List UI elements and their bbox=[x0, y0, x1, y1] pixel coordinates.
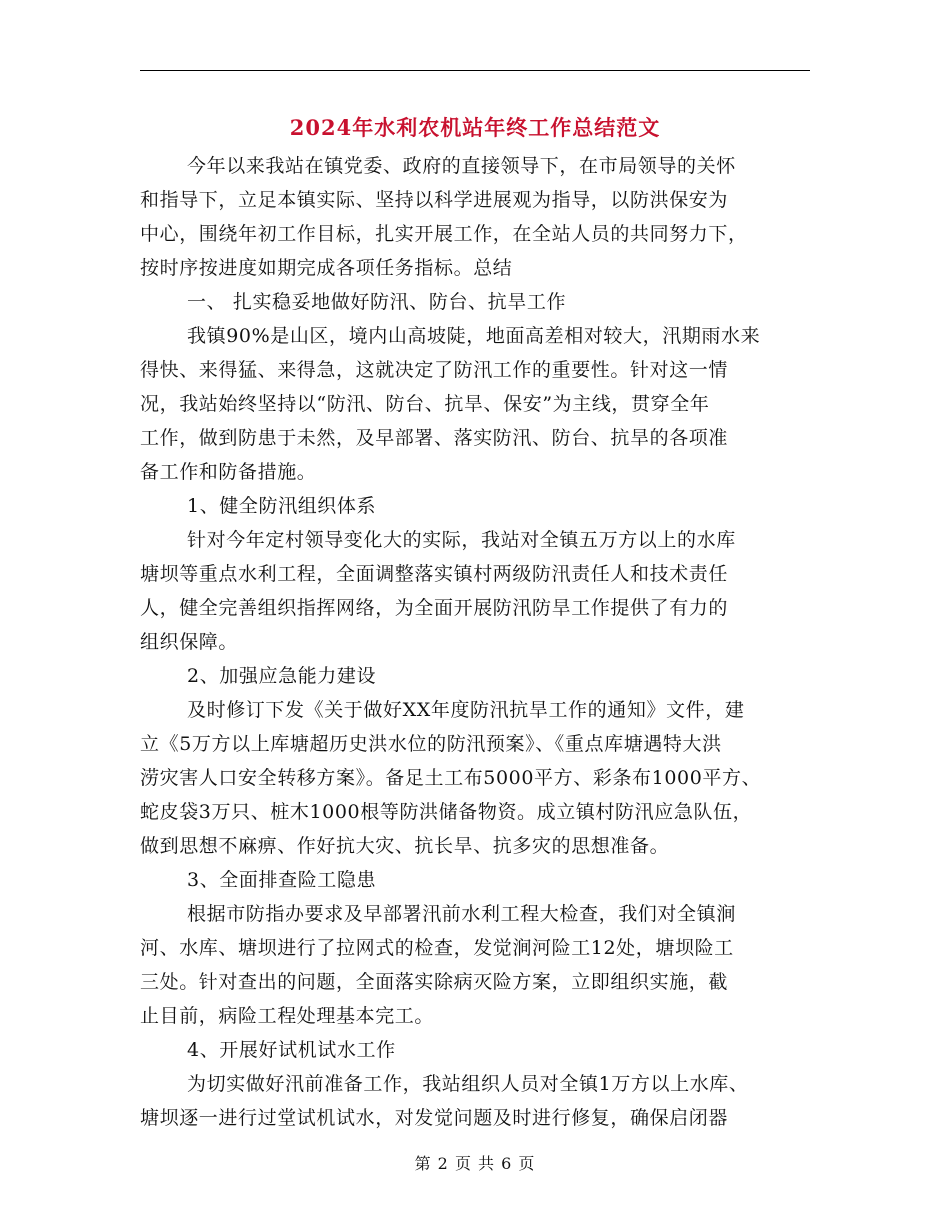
text-line: 塘坝等重点水利工程，全面调整落实镇村两级防汛责任人和技术责任 bbox=[140, 563, 729, 585]
text-line: 组织保障。 bbox=[140, 631, 239, 653]
text-line: 按时序按进度如期完成各项任务指标。总结 bbox=[140, 257, 513, 279]
page-number: 第 2 页 共 6 页 bbox=[414, 1154, 536, 1173]
text-line: 止目前，病险工程处理基本完工。 bbox=[140, 1005, 435, 1027]
text-line: 今年以来我站在镇党委、政府的直接领导下，在市局领导的关怀 bbox=[187, 155, 736, 177]
text-line: 工作，做到防患于未然，及早部署、落实防汛、防台、抗旱的各项准 bbox=[140, 427, 729, 449]
header-rule bbox=[140, 70, 810, 71]
subsection-heading: 4、开展好试机试水工作 bbox=[187, 1039, 396, 1061]
text-line: 涝灾害人口安全转移方案》。备足土工布5000平方、彩条布1000平方、 bbox=[140, 767, 762, 789]
document-title: 2024年水利农机站年终工作总结范文 bbox=[289, 115, 661, 140]
text-line: 根据市防指办要求及早部署汛前水利工程大检查，我们对全镇涧 bbox=[187, 903, 736, 925]
text-line: 为切实做好汛前准备工作，我站组织人员对全镇1万方以上水库、 bbox=[187, 1073, 749, 1095]
text-line: 塘坝逐一进行过堂试机试水，对发觉问题及时进行修复，确保启闭器 bbox=[140, 1107, 729, 1129]
text-line: 做到思想不麻痹、作好抗大灾、抗长旱、抗多灾的思想准备。 bbox=[140, 835, 670, 857]
text-line: 我镇90%是山区，境内山高坡陡，地面高差相对较大，汛期雨水来 bbox=[187, 325, 761, 347]
text-line: 得快、来得猛、来得急，这就决定了防汛工作的重要性。针对这一情 bbox=[140, 359, 729, 381]
text-line: 人，健全完善组织指挥网络，为全面开展防汛防旱工作提供了有力的 bbox=[140, 597, 729, 619]
subsection-heading: 3、全面排查险工隐患 bbox=[187, 869, 377, 891]
text-line: 蛇皮袋3万只、桩木1000根等防洪储备物资。成立镇村防汛应急队伍， bbox=[140, 801, 753, 823]
text-line: 况，我站始终坚持以“防汛、防台、抗旱、保安”为主线，贯穿全年 bbox=[140, 393, 710, 415]
text-line: 及时修订下发《关于做好XX年度防汛抗旱工作的通知》文件，建 bbox=[187, 699, 745, 721]
subsection-heading: 2、加强应急能力建设 bbox=[187, 665, 377, 687]
text-line: 三处。针对查出的问题，全面落实除病灭险方案，立即组织实施，截 bbox=[140, 971, 729, 993]
text-line: 中心，围绕年初工作目标，扎实开展工作，在全站人员的共同努力下， bbox=[140, 223, 748, 245]
section-heading: 一、 扎实稳妥地做好防汛、防台、抗旱工作 bbox=[187, 291, 567, 313]
text-line: 立《5万方以上库塘超历史洪水位的防汛预案》、《重点库塘遇特大洪 bbox=[140, 733, 722, 755]
text-line: 备工作和防备措施。 bbox=[140, 461, 317, 483]
text-line: 和指导下，立足本镇实际、坚持以科学进展观为指导，以防洪保安为 bbox=[140, 189, 729, 211]
subsection-heading: 1、健全防汛组织体系 bbox=[187, 495, 377, 517]
text-line: 河、水库、塘坝进行了拉网式的检查，发觉涧河险工12处，塘坝险工 bbox=[140, 937, 734, 959]
text-line: 针对今年定村领导变化大的实际，我站对全镇五万方以上的水库 bbox=[187, 529, 736, 551]
